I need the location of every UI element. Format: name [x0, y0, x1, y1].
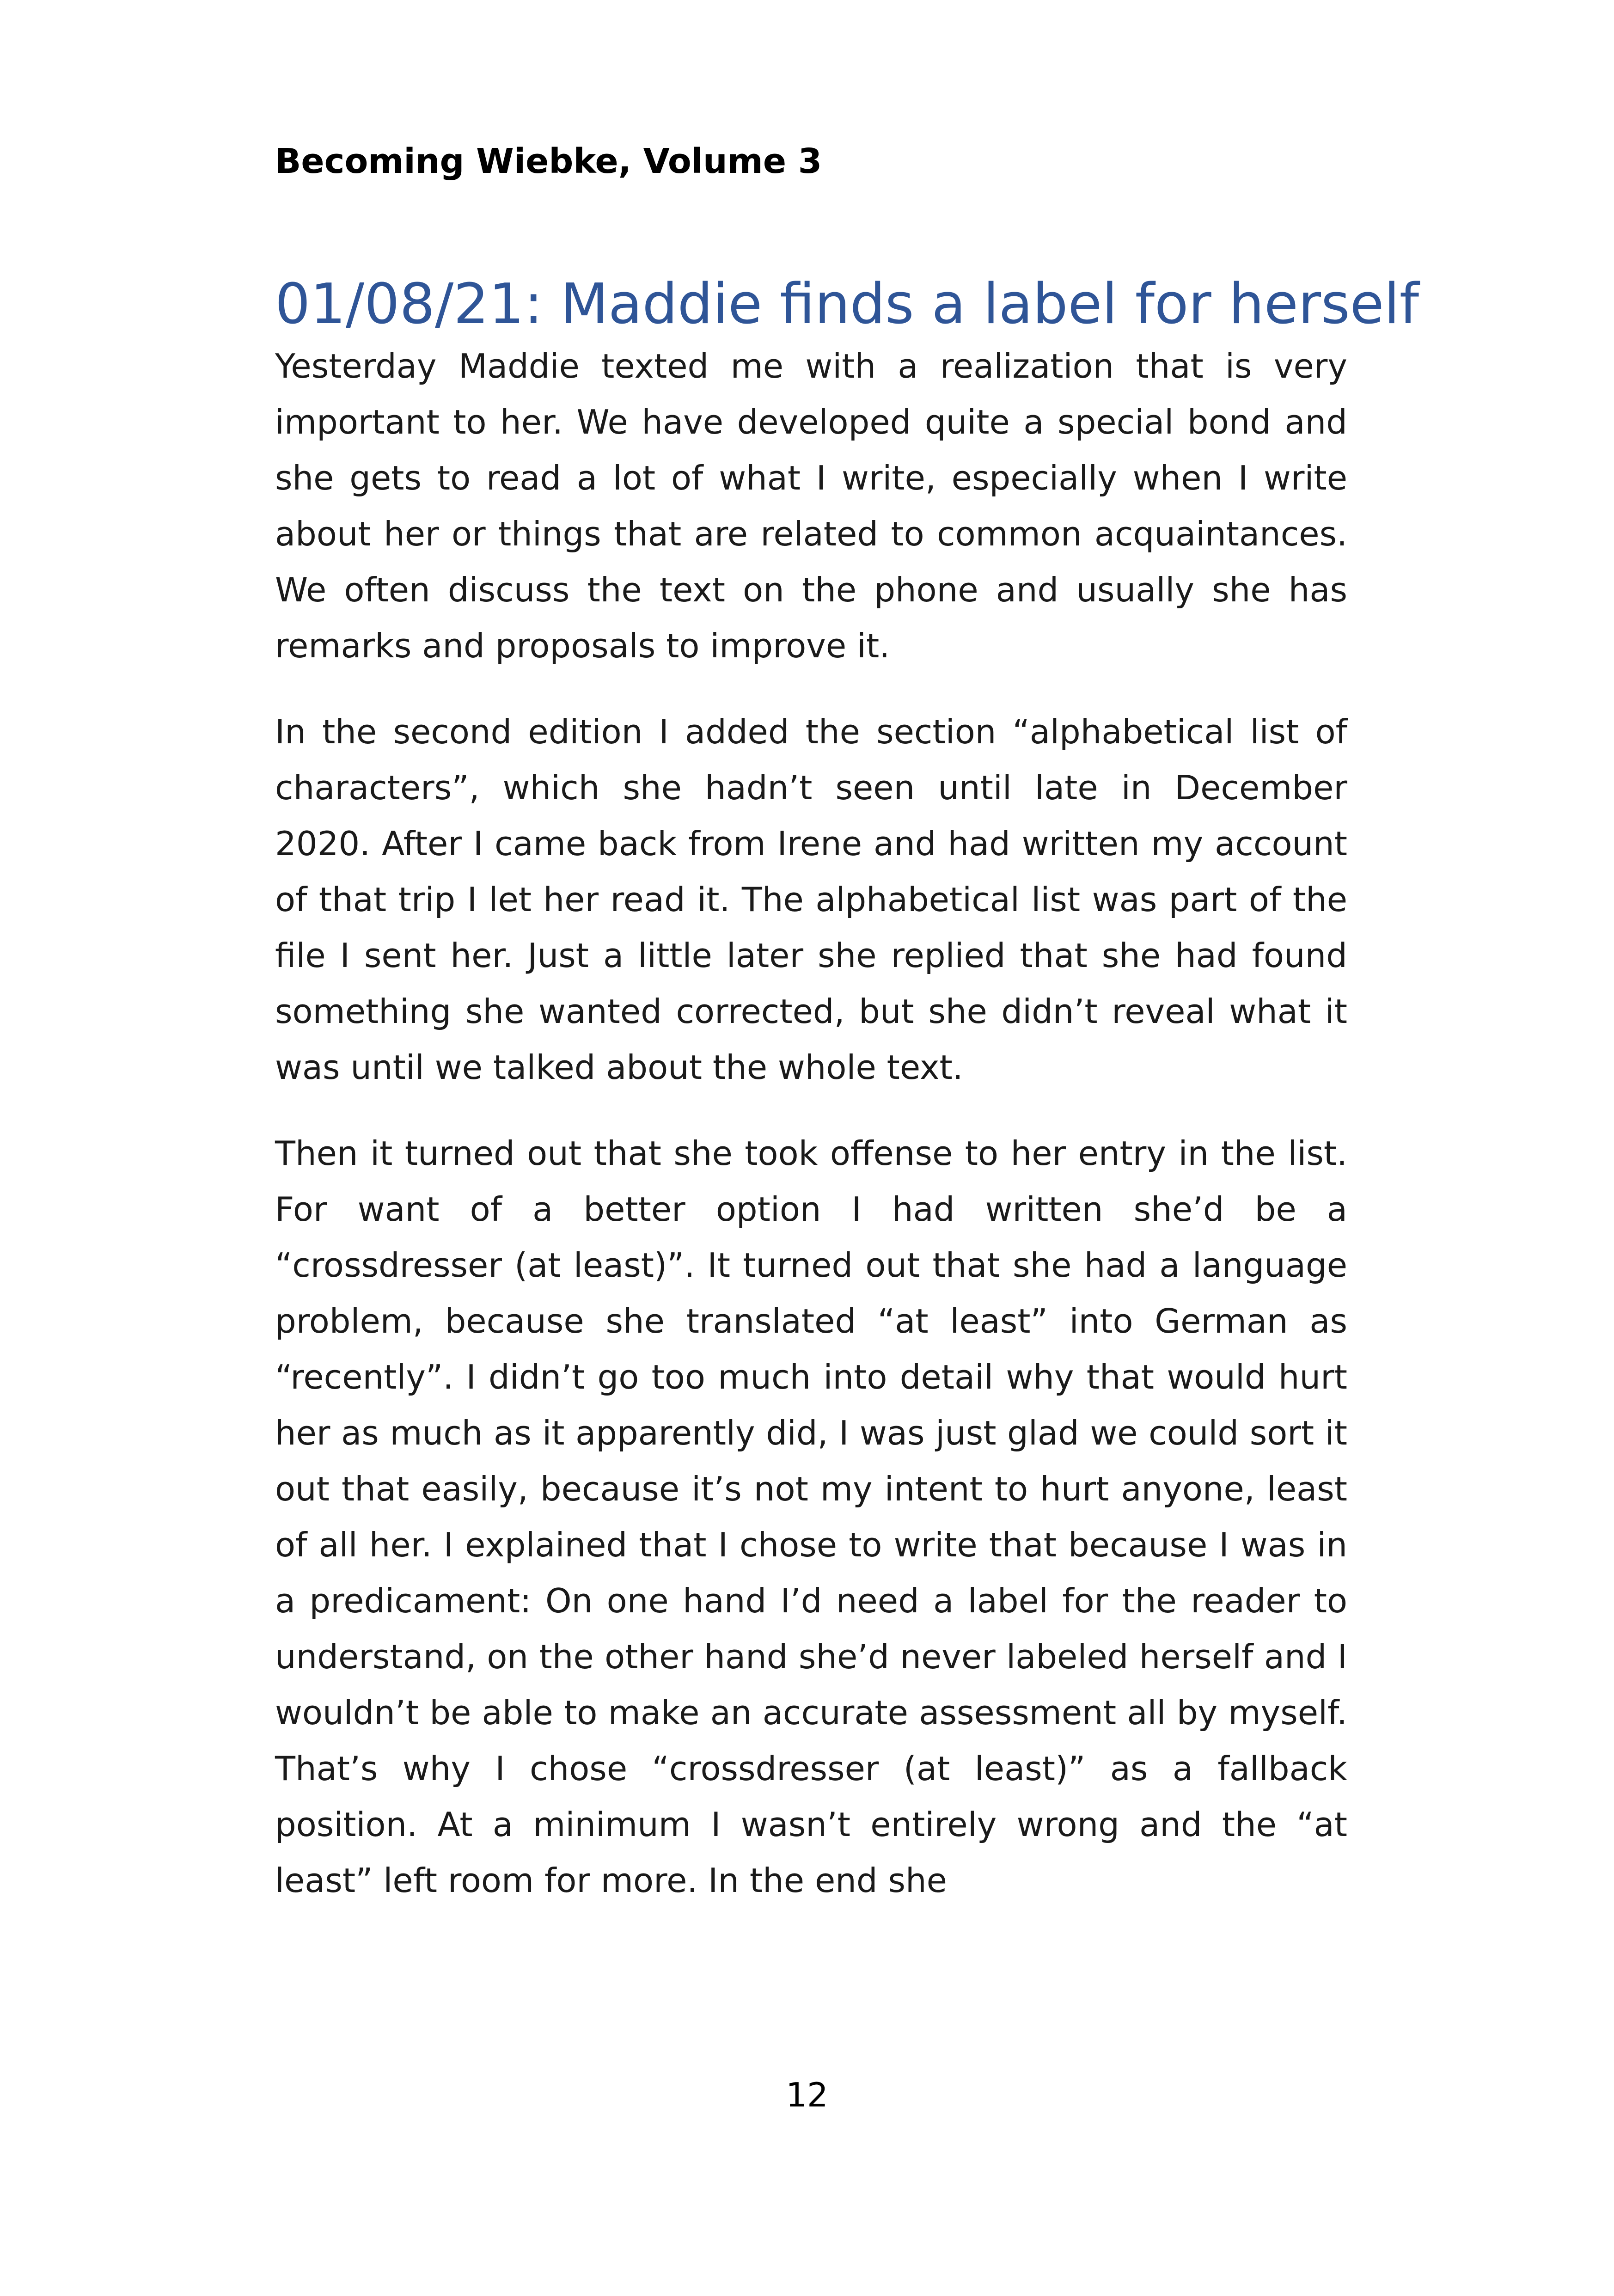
chapter-title: 01/08/21: Maddie finds a label for herself: [275, 272, 1419, 337]
page-number: 12: [786, 2076, 828, 2114]
running-header: Becoming Wiebke, Volume 3: [275, 141, 822, 181]
body-paragraph-1: Yesterday Maddie texted me with a realization that is very important to her. We have developed quite a special bond and she gets to read a lot of what I write, especially when I write about her or things that are related to common acquaintances. We often discuss the text on the phone and usually she has remarks and proposals to improve it.: [275, 347, 1347, 665]
chapter-section: [275, 272, 1419, 1939]
body-paragraph-2: In the second edition I added the section “alphabetical list of characters”, which she hadn’t seen until late in December 2020. After I came back from Irene and had written my account of that trip I let her read it. The alphabetical list was part of the file I sent her. Just a little later she replied that she had found something she wanted corrected, but she didn’t reveal what it was until we talked about the whole text.: [275, 712, 1347, 1087]
body-paragraph-3: Then it turned out that she took offense to her entry in the list. For want of a better option I had written she’d be a “crossdresser (at least)”. It turned out that she had a language problem, because she translated “at least” into German as “recently”. I didn’t go too much into detail why that would hurt her as much as it apparently did, I was just glad we could sort it out that easily, because it’s not my intent to hurt anyone, least of all her. I explained that I chose to write that because I was in a predicament: On one hand I’d need a label for the reader to understand, on the other hand she’d never labeled herself and I wouldn’t be able to make an accurate assessment all by myself. That’s why I chose “crossdresser (at least)” as a fallback position. At a minimum I wasn’t entirely wrong and the “at least” left room for more. In the end she: [275, 1134, 1347, 1900]
